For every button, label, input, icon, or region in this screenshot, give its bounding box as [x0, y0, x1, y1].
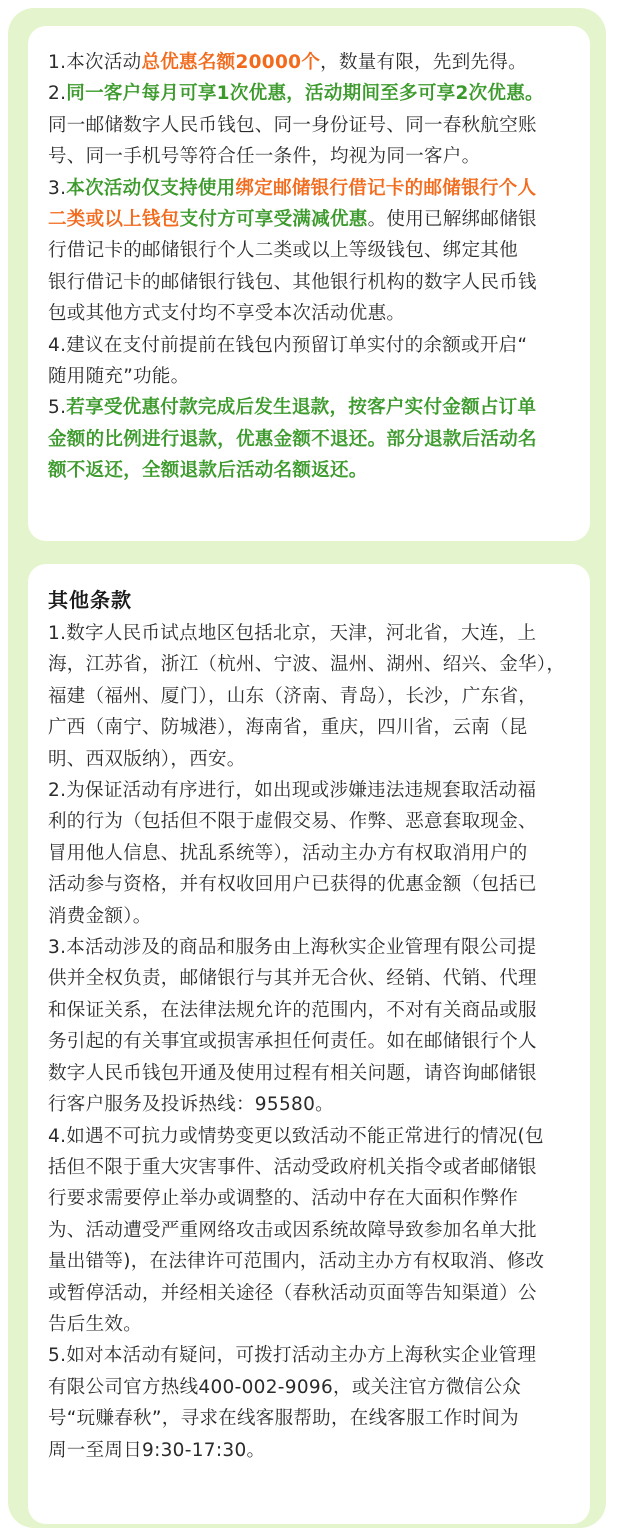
- other-terms-text: [48, 618, 580, 1466]
- highlight-text: 若享受优惠付款完成后发生退款，按客户实付金额占订单: [66, 397, 537, 419]
- terms-line: 或暂停活动，并经相关途径（春秋活动页面等告知渠道）公: [48, 1282, 537, 1304]
- rule-text: 2.: [48, 83, 67, 105]
- rules-line: [48, 298, 580, 329]
- terms-line: 消费金额）。: [48, 905, 152, 927]
- rule-text: 1.本次活动: [48, 52, 142, 73]
- highlight-text: 总优惠名额20000个: [141, 52, 321, 73]
- terms-line: 明、西双版纳），西安。: [48, 748, 246, 770]
- terms-line: 括但不限于重大灾害事件、活动受政府机关指令或者邮储银: [48, 1156, 537, 1178]
- terms-line: 行要求需要停止举办或调整的、活动中存在大面积作弊作: [48, 1188, 519, 1210]
- rule-text: ，数量有限，先到先得。: [320, 52, 527, 73]
- rules-line: [48, 455, 580, 486]
- terms-line: 冒用他人信息、扰乱系统等），活动主办方有权取消用户的: [48, 842, 528, 864]
- rule-text: 3.: [48, 177, 67, 199]
- terms-line: 1.数字人民币试点地区包括北京，天津，河北省，大连，上: [48, 623, 537, 644]
- rules-line: [48, 330, 580, 361]
- rule-text: 随用随充”功能。: [48, 366, 190, 388]
- highlight-text: 绑定邮储银行借记卡的邮储银行个人: [235, 177, 537, 199]
- terms-line: 为、活动遭受严重网络攻击或因系统故障导致参加名单大批: [48, 1219, 537, 1241]
- terms-line: 数字人民币钱包开通及使用过程有相关问题，请咨询邮储银: [48, 1062, 537, 1084]
- terms-line: 3.本活动涉及的商品和服务由上海秋实企业管理有限公司提: [48, 937, 537, 959]
- highlight-text: 支付方可享受满减优惠: [179, 209, 368, 231]
- terms-line: 告后生效。: [48, 1313, 143, 1335]
- highlight-text: 同一客户每月可享1次优惠，活动期间至多可享2次优惠。: [66, 83, 544, 105]
- terms-line: 5.如对本活动有疑问，可拨打活动主办方上海秋实企业管理: [48, 1345, 537, 1367]
- rules-line: [48, 78, 580, 109]
- highlight-text: 本次活动仅支持使用: [66, 177, 236, 199]
- rules-line: [48, 204, 580, 235]
- terms-line: 4.如遇不可抗力或情势变更以致活动不能正常进行的情况(包: [48, 1125, 544, 1147]
- rules-line: [48, 235, 580, 266]
- terms-line: 活动参与资格，并有权收回用户已获得的优惠金额（包括已: [48, 874, 537, 896]
- terms-line: 海，江苏省，浙江（杭州、宁波、温州、湖州、绍兴、金华），: [48, 654, 566, 676]
- terms-line: 有限公司官方热线400-002-9096，或关注官方微信公众: [48, 1376, 522, 1398]
- rules-text: [48, 47, 580, 487]
- highlight-text: 额不返还，全额退款后活动名额返还。: [48, 460, 368, 482]
- rule-text: 号、同一手机号等符合任一条件，均视为同一客户。: [48, 146, 481, 168]
- terms-line: 务引起的有关事宜或损害承担任何责任。如在邮储银行个人: [48, 1031, 537, 1053]
- terms-line: 和保证关系，在法律法规允许的范围内，不对有关商品或服: [48, 999, 537, 1021]
- terms-line: 广西（南宁、防城港），海南省，重庆，四川省，云南（昆: [48, 717, 528, 739]
- terms-line: 利的行为（包括但不限于虚假交易、作弊、恶意套取现金、: [48, 811, 537, 833]
- highlight-text: 二类或以上钱包: [48, 209, 180, 231]
- rule-text: 行借记卡的邮储银行个人二类或以上等级钱包、绑定其他: [48, 240, 519, 262]
- rule-text: 包或其他方式支付均不享受本次活动优惠。: [48, 303, 406, 325]
- rule-text: 同一邮储数字人民币钱包、同一身份证号、同一春秋航空账: [48, 114, 537, 136]
- rules-line: [48, 361, 580, 392]
- terms-line: 量出错等)，在法律许可范围内，活动主办方有权取消、修改: [48, 1251, 545, 1273]
- rule-text: 银行借记卡的邮储银行钱包、其他银行机构的数字人民币钱: [48, 271, 537, 293]
- rules-line: [48, 392, 580, 423]
- terms-line: 供并全权负责，邮储银行与其并无合伙、经销、代销、代理: [48, 968, 537, 990]
- highlight-text: 金额的比例进行退款，优惠金额不退还。部分退款后活动名: [48, 428, 537, 450]
- terms-line: 2.为保证活动有序进行，如出现或涉嫌违法违规套取活动福: [48, 780, 537, 802]
- rules-line: [48, 141, 580, 172]
- rules-line: [48, 47, 580, 78]
- rules-line: [48, 173, 580, 204]
- rules-line: [48, 424, 580, 455]
- terms-line: 福建（福州、厦门），山东（济南、青岛），长沙，广东省，: [48, 685, 538, 707]
- rule-text: 。使用已解绑邮储银: [367, 209, 537, 231]
- rule-text: 5.: [48, 397, 67, 419]
- terms-line: 行客户服务及投诉热线：95580。: [48, 1094, 334, 1116]
- rule-text: 4.建议在支付前提前在钱包内预留订单实付的余额或开启“: [48, 334, 528, 356]
- terms-line: 周一至周日9:30-17:30。: [48, 1439, 266, 1461]
- terms-line: 号“玩赚春秋”，寻求在线客服帮助，在线客服工作时间为: [48, 1408, 519, 1430]
- rules-line: [48, 110, 580, 141]
- other-terms-title: 其他条款: [48, 588, 132, 612]
- rules-line: [48, 267, 580, 298]
